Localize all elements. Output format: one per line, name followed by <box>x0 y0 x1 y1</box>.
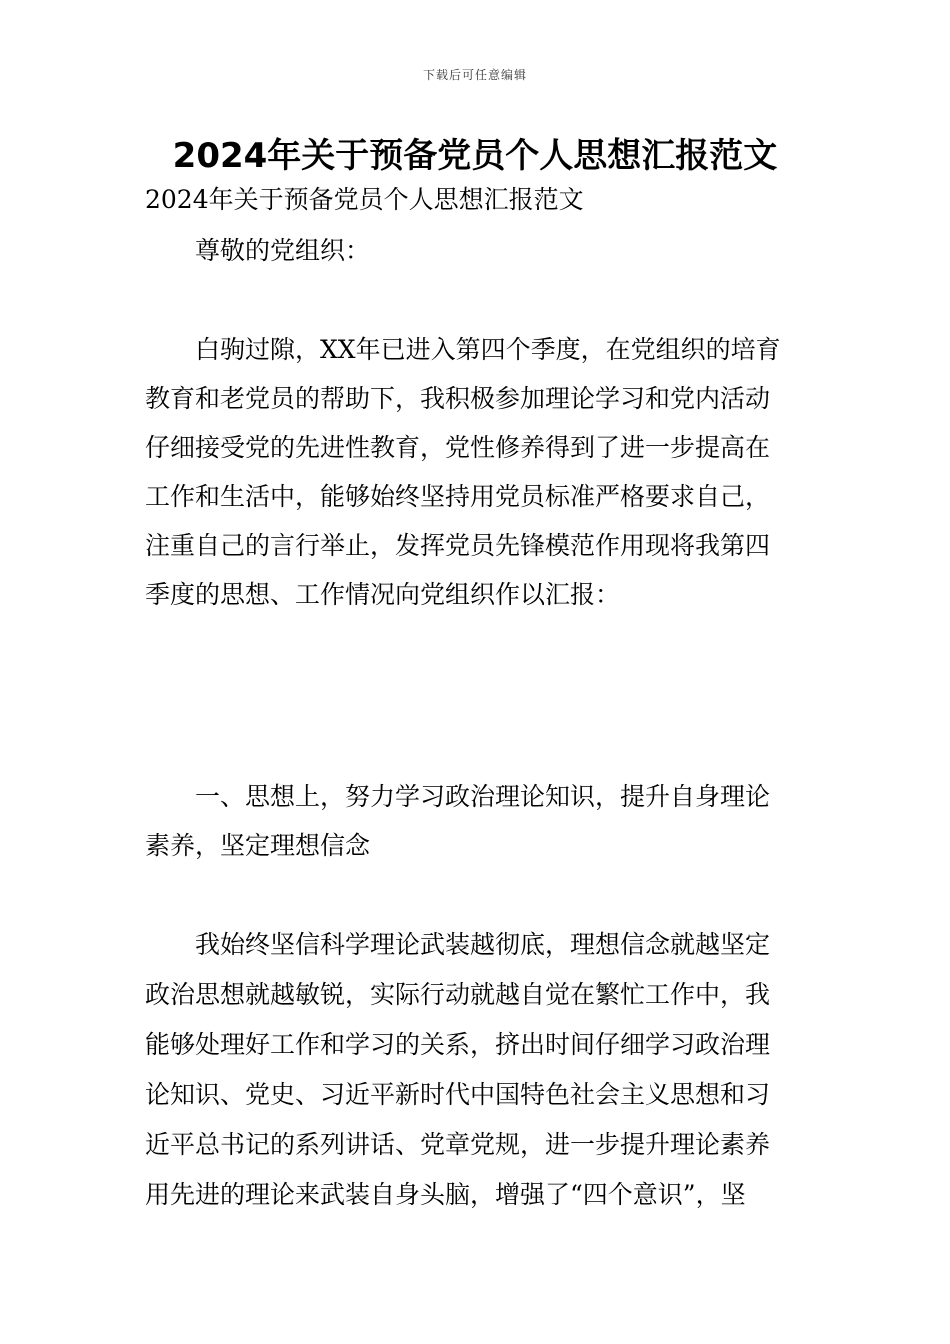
header-note: 下载后可任意编辑 <box>422 68 527 82</box>
document-title: 2024年关于预备党员个人思想汇报范文 <box>172 136 778 176</box>
paragraph-line: 论知识、党史、习近平新时代中国特色社会主义思想和习 <box>145 1080 771 1109</box>
document-subtitle: 2024年关于预备党员个人思想汇报范文 <box>145 185 584 214</box>
paragraph-line: 工作和生活中，能够始终坚持用党员标准严格要求自己， <box>145 482 771 511</box>
paragraph-line: 用先进的理论来武装自身头脑，增强了“四个意识”，坚 <box>145 1180 746 1209</box>
paragraph-line: 季度的思想、工作情况向党组织作以汇报： <box>145 580 621 609</box>
paragraph-line: 能够处理好工作和学习的关系，挤出时间仔细学习政治理 <box>145 1030 771 1059</box>
section-heading-line: 一、思想上，努力学习政治理论知识，提升自身理论 <box>195 782 771 811</box>
section-heading-line: 素养，坚定理想信念 <box>145 831 371 860</box>
paragraph-line: 政治思想就越敏锐，实际行动就越自觉在繁忙工作中，我 <box>145 980 771 1009</box>
paragraph-line: 我始终坚信科学理论武装越彻底，理想信念就越坚定 <box>195 930 771 959</box>
paragraph-line: 注重自己的言行举止，发挥党员先锋模范作用现将我第四 <box>145 531 771 560</box>
paragraph-line: 白驹过隙，XX年已进入第四个季度，在党组织的培育 <box>195 335 781 364</box>
paragraph-line: 仔细接受党的先进性教育，党性修养得到了进一步提高在 <box>145 433 771 462</box>
paragraph-line: 近平总书记的系列讲话、党章党规，进一步提升理论素养 <box>145 1130 771 1159</box>
salutation: 尊敬的党组织： <box>195 236 371 265</box>
paragraph-line: 教育和老党员的帮助下，我积极参加理论学习和党内活动 <box>145 384 771 413</box>
